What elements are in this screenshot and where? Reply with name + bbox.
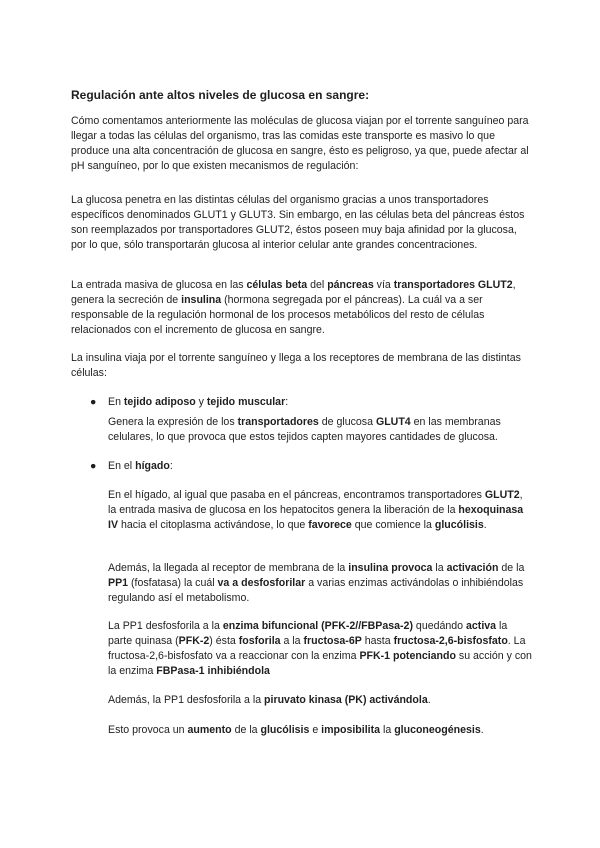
text-run: la xyxy=(432,562,447,574)
text-run: En xyxy=(108,396,124,408)
paragraph-pp1-activation xyxy=(108,561,533,606)
text-run: quedándo xyxy=(412,620,467,632)
text-run: En el xyxy=(108,460,136,472)
bold-term: favorece xyxy=(308,518,352,531)
bold-term: tejido adiposo xyxy=(123,396,196,408)
text-run: de glucosa xyxy=(318,416,376,428)
paragraph-bifunctional-enzyme xyxy=(108,619,533,679)
bold-term: imposibilita xyxy=(321,724,381,736)
bullet-icon: ● xyxy=(90,460,97,472)
bold-term: hígado xyxy=(135,460,170,472)
text-run: , la entrada masiva de glucosa en los hepatocitos genera la liberación de la xyxy=(108,489,523,516)
text-run: de la xyxy=(231,724,261,736)
bold-term: activa xyxy=(466,620,497,632)
text-run: hasta xyxy=(361,634,394,647)
bold-term: insulina provoca xyxy=(348,562,433,574)
bold-term: GLUT2 xyxy=(484,489,520,501)
bold-term: páncreas xyxy=(327,279,374,291)
bold-term: piruvato kinasa (PK) activándola xyxy=(264,694,428,706)
bold-term: PP1 xyxy=(108,576,129,589)
bold-term: activación xyxy=(446,562,499,574)
bold-term: células beta xyxy=(246,279,308,291)
text-run: : xyxy=(285,396,289,408)
bold-term: PFK-2 xyxy=(178,634,210,647)
paragraph-pancreas xyxy=(71,278,533,338)
text-run: Esto provoca un xyxy=(108,724,188,736)
bullet-label xyxy=(108,395,288,410)
paragraph-insulin-travel: La insulina viaja por el torrente sanguíneo y llega a los receptores de membrana de las distintas células: xyxy=(71,352,521,379)
text-run: de la xyxy=(498,562,525,574)
text-run: la xyxy=(380,724,395,736)
bullet-label xyxy=(108,459,173,474)
section-title: Regulación ante altos niveles de glucosa en sangre: xyxy=(71,88,370,102)
text-run: la parte quinasa ( xyxy=(108,620,508,647)
text-run: (hormona segregada por el páncreas). La cuál va a ser responsable de la regulación hormonal de los procesos metabólicos del resto de células relacionados con el incremento de glucosa en sangre. xyxy=(71,293,485,336)
paragraph-intro: Cómo comentamos anteriormente las moléculas de glucosa viajan por el torrente sanguíneo para llegar a todas las células del organismo, tras las comidas este transporte es masivo lo que produce una alta concentración de glucosa en sangre, ésto es peligroso, ya que, puede afectar al pH sanguíneo, por lo que existen mecanismos de regulación: xyxy=(71,115,529,172)
paragraph-liver-glut2 xyxy=(108,488,533,533)
bold-term: PFK-1 potenciando xyxy=(359,649,456,662)
bold-term: fosforila xyxy=(238,634,281,647)
text-run: a varias enzimas activándolas o inhibiéndolas regulando así el metabolismo. xyxy=(108,576,524,604)
text-run: hacia el citoplasma activándose, lo que xyxy=(118,518,309,531)
text-run: La PP1 desfosforila a la xyxy=(108,620,223,632)
text-run: En el hígado, al igual que pasaba en el páncreas, encontramos transportadores xyxy=(108,489,485,501)
bold-term: aumento xyxy=(187,724,232,736)
text-run: en las membranas celulares, lo que provoca que estos tejidos capten mayores cantidades de glucosa. xyxy=(108,416,501,443)
text-run: que comience la xyxy=(351,518,435,531)
bold-term: enzima bifuncional (PFK-2//FBPasa-2) xyxy=(222,620,413,632)
text-run: . xyxy=(480,724,484,736)
bullet-icon: ● xyxy=(90,396,97,408)
bold-term: fructosa-2,6-bisfosfato xyxy=(393,634,508,647)
bold-term: GLUT4 xyxy=(375,416,411,428)
paragraph-pyruvate-kinase xyxy=(108,693,533,708)
bold-term: transportadores xyxy=(237,416,319,428)
bold-term: insulina xyxy=(181,293,222,306)
text-run: ) ésta xyxy=(209,634,239,647)
bold-term: tejido muscular xyxy=(206,396,286,408)
bold-term: gluconeogénesis xyxy=(394,724,481,736)
text-run: y xyxy=(195,396,207,408)
bold-term: FBPasa-1 inhibiéndola xyxy=(156,664,270,677)
paragraph-conclusion xyxy=(108,723,533,738)
text-run: , genera la secreción de xyxy=(71,279,516,306)
text-run: . xyxy=(427,694,431,706)
bold-term: transportadores GLUT2 xyxy=(393,279,513,291)
text-run: . xyxy=(483,518,487,531)
text-run: Además, la PP1 desfosforila a la xyxy=(108,694,265,706)
bold-term: fructosa-6P xyxy=(303,634,362,647)
bold-term: glucólisis xyxy=(434,518,484,531)
text-run: e xyxy=(309,724,322,736)
text-run: : xyxy=(169,460,173,472)
paragraph-glut: La glucosa penetra en las distintas células del organismo gracias a unos transportadores específicos denominados GLUT1 y GLUT3. Sin embargo, en las células beta del páncreas éstos son reemplazados por transportadores GLUT2, éstos poseen muy baja afinidad por la glucosa, por lo que, sólo transportarán glucosa al interior celular ante grandes concentraciones. xyxy=(71,194,525,251)
text-run: su acción y con la enzima xyxy=(108,649,532,677)
text-run: Además, la llegada al receptor de membrana de la xyxy=(108,562,349,574)
text-run: vía xyxy=(373,279,394,291)
bold-term: va a desfosforilar xyxy=(217,576,306,589)
text-run: a la xyxy=(280,634,304,647)
bold-term: glucólisis xyxy=(260,724,310,736)
bold-term: hexoquinasa IV xyxy=(108,503,524,531)
text-run: Genera la expresión de los xyxy=(108,416,238,428)
text-run: del xyxy=(307,279,328,291)
text-run: . La fructosa-2,6-bisfosfato va a reaccionar con la enzima xyxy=(108,634,526,662)
text-run: (fosfatasa) la cuál xyxy=(128,576,218,589)
paragraph-glut4 xyxy=(108,415,533,445)
text-run: La entrada masiva de glucosa en las xyxy=(71,279,247,291)
